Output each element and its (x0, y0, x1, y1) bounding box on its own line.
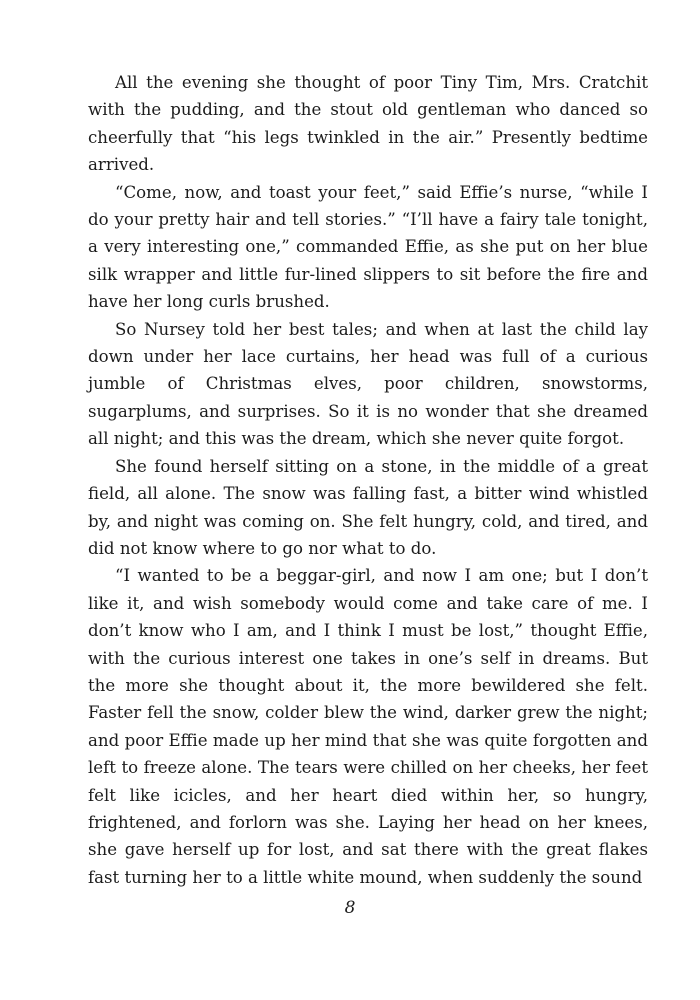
paragraph-2: “Come, now, and toast your feet,” said Effie’s nurse, “while I do your pretty hair and tell stories.” “I’ll have a fairy tale tonight, a very interesting one,” commanded Effie, as she put on her blue silk wrapper and little fur-lined slippers to sit before the fire and have her long curls brushed. (88, 182, 648, 312)
paragraph-3: So Nursey told her best tales; and when at last the child lay down under her lace curtains, her head was full of a curious jumble of Christmas elves, poor children, snowstorms, sugarplums, and surprises. So it is no wonder that she dreamed all night; and this was the dream, which she never quite forgot. (88, 319, 648, 449)
paragraph-5: “I wanted to be a beggar-girl, and now I am one; but I don’t like it, and wish somebody would come and take care of me. I don’t know who I am, and I think I must be lost,” thought Effie, with the curious interest one takes in one’s self in dreams. But the more she thought about it, the more bewildered she felt. Faster fell the snow, colder blew the wind, darker grew the night; and poor Effie made up her mind that she was quite forgotten and left to freeze alone. The tears were chilled on her cheeks, her feet felt like icicles, and her heart died within her, so hungry, frightened, and forlorn was she. Laying her head on her knees, she gave herself up for lost, and sat there with the great flakes fast turning her to a little white mound, when suddenly the sound (88, 566, 648, 887)
paragraph-4: She found herself sitting on a stone, in the middle of a great field, all alone. The snow was falling fast, a bitter wind whistled by, and night was coming on. She felt hungry, cold, and tired, and did not know where to go nor what to do. (88, 456, 648, 558)
page-number: 8 (344, 898, 356, 918)
page-body (88, 69, 648, 891)
paragraph-1: All the evening she thought of poor Tiny Tim, Mrs. Cratchit with the pudding, and the stout old gentleman who danced so cheerfully that “his legs twinkled in the air.” Presently bedtime arrived. (88, 73, 648, 175)
